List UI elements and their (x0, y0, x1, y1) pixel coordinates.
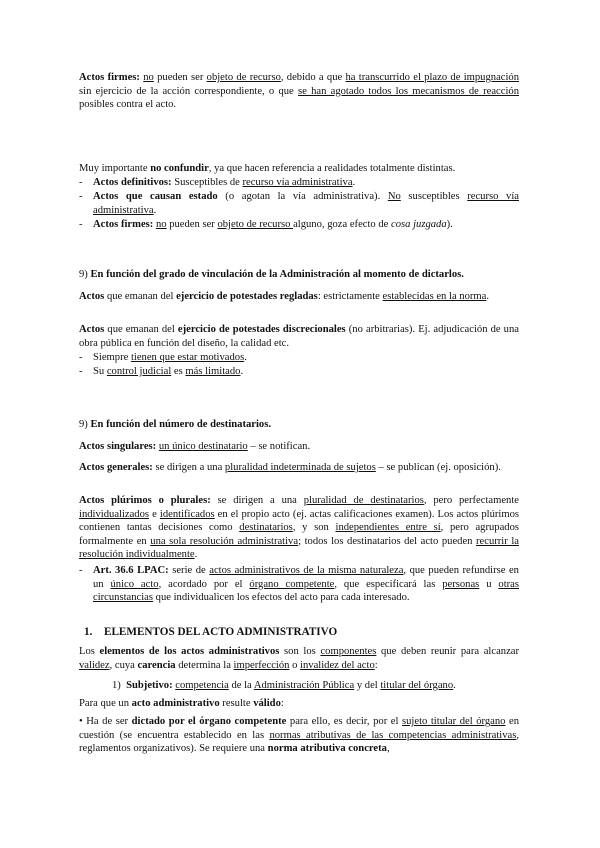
dash-marker: - (79, 352, 83, 363)
bold-text: elementos de los actos administrativos (99, 646, 280, 657)
text: Los (79, 646, 100, 657)
text: determina la (175, 659, 234, 671)
text: o (289, 659, 301, 671)
bold-text: Actos singulares: (79, 441, 157, 452)
text: se dirigen a una (152, 462, 225, 473)
text: es (171, 366, 186, 377)
underlined-text: recurrir la resolución individualmente (79, 535, 519, 561)
text: (o agotan la vía administrativa). (217, 191, 388, 202)
text: . (352, 177, 356, 188)
text: y del (354, 680, 381, 691)
underlined-text: un único destinatario (158, 441, 248, 452)
text: , reglamentos organizativos). Se requiere una (79, 729, 519, 755)
underlined-text: órgano competente (249, 578, 335, 590)
dash-marker: - (79, 219, 83, 230)
list-item (79, 365, 519, 379)
text: ; todos los destinatarios del acto pueden (298, 535, 477, 547)
italic-text: cosa juzgada (391, 219, 447, 230)
text: se dirigen a una (210, 495, 304, 506)
paragraph-actos-singulares (79, 440, 519, 454)
underlined-text: recurso vía administrativa (93, 191, 519, 216)
text: Muy importante (79, 163, 151, 174)
paragraph-actos-firmes (79, 71, 519, 112)
text: resulte (219, 698, 254, 709)
text: posibles contra el acto. (79, 99, 177, 111)
underlined-text: una sola resolución administrativa (150, 535, 299, 547)
paragraph-potestades-discrecionales (79, 323, 519, 350)
underlined-text: titular del órgano (380, 680, 454, 691)
bold-text: Art. 36.6 LPAC: (93, 565, 169, 576)
paragraph-no-confundir (79, 162, 519, 176)
bold-text: Actos (79, 291, 105, 302)
underlined-text: destinatarios (239, 522, 293, 534)
dash-marker: - (79, 366, 83, 377)
underlined-text: no (143, 72, 154, 83)
text: . (153, 204, 157, 216)
list-item (79, 176, 519, 190)
text: , cuya (109, 659, 138, 671)
bold-text: acto administrativo (131, 698, 220, 709)
item-number: 1) (112, 680, 121, 691)
text: : (374, 659, 378, 671)
heading-number: 1. (84, 626, 93, 638)
underlined-text: sujeto titular del órgano (402, 716, 506, 727)
section-title: En función del grado de vinculación de la Administración al momento de dictarlos. (90, 269, 464, 280)
underlined-text: imperfección (233, 659, 290, 671)
text: . (240, 366, 244, 377)
dash-marker: - (79, 191, 83, 202)
underlined-text: se han agotado todos los mecanismos de reacción (298, 85, 519, 97)
section-number: 9) (79, 419, 88, 430)
underlined-text: pluralidad de destinatarios (303, 495, 424, 506)
underlined-text: individualizados (79, 508, 150, 520)
bold-text: válido (253, 698, 281, 709)
term-actos-firmes: Actos firmes: (79, 72, 140, 83)
text: que individualicen los efectos del acto para cada interesado. (153, 592, 410, 604)
underlined-text: otras circunstancias (93, 578, 519, 604)
text: , (386, 743, 390, 755)
bold-text: Actos generales: (79, 462, 153, 473)
text: en el propio acto (ej. actas calificaciones examen). Los actos plúrimos contienen tantas decisiones como (79, 508, 520, 534)
bold-text: ejercicio de potestades regladas (176, 291, 318, 302)
text: pueden ser (153, 72, 207, 83)
heading-elementos (84, 626, 337, 640)
text: para ello, es decir, por el (286, 716, 402, 727)
text: son los (279, 646, 321, 657)
underlined-text: recurso vía administrativa (242, 177, 353, 188)
underlined-text: actos administrativos de la misma naturaleza (209, 565, 404, 576)
text: susceptibles (400, 191, 468, 202)
text: . (453, 680, 456, 691)
paragraph-potestades-regladas (79, 290, 519, 304)
list-item (79, 190, 519, 217)
text: , y son (292, 522, 336, 534)
dash-marker: - (79, 177, 83, 188)
text: , pero agrupados formalmente en (79, 522, 520, 547)
underlined-text: identificados (159, 508, 215, 520)
text: ). (446, 219, 453, 230)
text: . (244, 352, 247, 363)
text: (no arbitrarias). Ej. adjudicación de una obra pública en función del diseño, la calidad etc. (79, 324, 519, 349)
text: , debido a que (280, 72, 346, 83)
bold-text: no confundir (150, 163, 209, 174)
bold-text: Actos que causan estado (93, 191, 218, 202)
section-title: En función del número de destinatarios. (90, 419, 271, 430)
text: – se notifican. (247, 441, 311, 452)
underlined-text: objeto de recurso (206, 72, 281, 83)
underlined-text: pluralidad indeterminada de sujetos (224, 462, 376, 473)
underlined-text: invalidez del acto (300, 659, 375, 671)
text: : (280, 698, 284, 709)
paragraph-actos-plurimos (79, 494, 519, 562)
heading-title: ELEMENTOS DEL ACTO ADMINISTRATIVO (104, 626, 338, 638)
underlined-text: normas atributivas de las competencias administrativas (269, 729, 517, 741)
bold-text: Subjetivo: (126, 680, 173, 691)
underlined-text: control judicial (106, 366, 172, 377)
text: , que especificará las (334, 578, 443, 590)
text: sin ejercicio de la acción correspondiente, o que (79, 85, 299, 97)
underlined-text: establecidas en la norma (382, 291, 487, 302)
underlined-text: único acto (110, 578, 159, 590)
text: de la (228, 680, 254, 691)
list-item (79, 351, 519, 365)
text: en cuestión (se encuentra establecido en las (79, 716, 520, 741)
bold-text: ejercicio de potestades discrecionales (177, 324, 346, 335)
bold-text: norma atributiva concreta (267, 743, 387, 755)
underlined-text: no (155, 219, 167, 230)
bold-text: Actos plúrimos o plurales: (79, 495, 211, 506)
text: . (194, 549, 198, 561)
paragraph-elementos (79, 645, 519, 672)
underlined-text: más limitado (185, 366, 241, 377)
underlined-text: validez (79, 659, 110, 671)
text: alguno, goza efecto de (293, 219, 392, 230)
dash-marker: - (79, 565, 83, 576)
text: que deben reunir para alcanzar (376, 646, 520, 657)
text: e (149, 508, 160, 520)
underlined-text: objeto de recurso (217, 219, 294, 230)
item-subjetivo (112, 679, 519, 693)
paragraph-organo-competente (79, 715, 519, 756)
bold-text: Actos firmes: (93, 219, 154, 230)
underlined-text: Administración Pública (253, 680, 355, 691)
text: , que pueden refundirse en un (93, 565, 519, 590)
list-item (79, 218, 519, 232)
text: , ya que hacen referencia a realidades totalmente distintas. (208, 163, 456, 174)
paragraph-actos-generales (79, 461, 519, 475)
section-number: 9) (79, 269, 88, 280)
underlined-text: tienen que estar motivados (130, 352, 245, 363)
text: Su (93, 366, 107, 377)
underlined-text: personas (442, 578, 480, 590)
section-heading-destinatarios (79, 418, 519, 432)
text: pueden ser (166, 219, 218, 230)
text: – se publican (ej. oposición). (375, 462, 501, 473)
underlined-text: ha transcurrido el plazo de impugnación (345, 72, 520, 83)
underlined-text: independientes entre sí (335, 522, 441, 534)
text: que emanan del (104, 324, 178, 335)
list-item (79, 564, 519, 605)
text: serie de (168, 565, 210, 576)
text: Para que un (79, 698, 132, 709)
section-heading-vinculacion (79, 268, 519, 282)
underlined-text: competencia (175, 680, 229, 691)
bold-text: Actos (79, 324, 105, 335)
text: Susceptibles de (171, 177, 243, 188)
text: . (486, 291, 490, 302)
text: Siempre (93, 352, 131, 363)
bold-text: carencia (137, 659, 176, 671)
underlined-text: No (387, 191, 401, 202)
text: , acordado por el (158, 578, 250, 590)
text: • Ha de ser (79, 716, 132, 727)
bold-text: Actos definitivos: (93, 177, 172, 188)
text: , pero perfectamente (423, 495, 519, 506)
paragraph-valido (79, 697, 519, 711)
underlined-text: componentes (320, 646, 377, 657)
bold-text: dictado por el órgano competente (131, 716, 287, 727)
text: que emanan del (104, 291, 177, 302)
text: u (479, 578, 499, 590)
text: : estrictamente (317, 291, 383, 302)
